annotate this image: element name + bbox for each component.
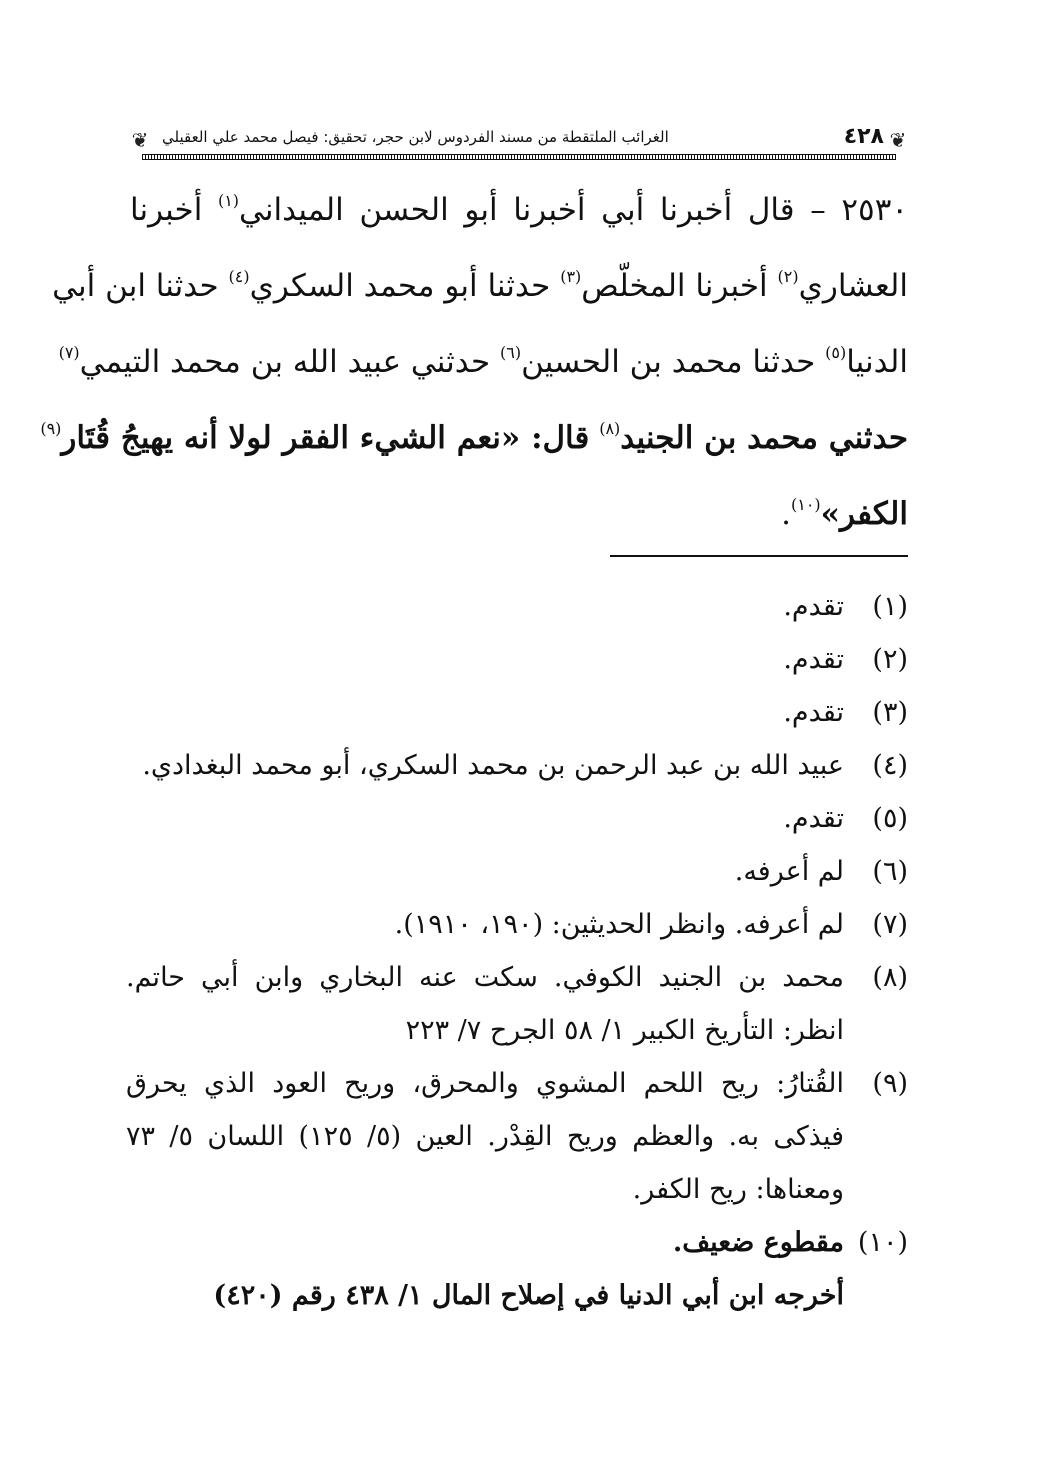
footnote-number: (١): [872, 591, 908, 622]
hadith-matn-end: الكفر»: [820, 496, 908, 532]
footnote-text: لم أعرفه.: [734, 856, 844, 887]
text-segment: العشاري: [798, 268, 908, 304]
text-segment: حدثنا أبو محمد السكري: [249, 268, 551, 304]
footnote-number: (٢): [872, 644, 908, 675]
footnote-text: تقدم.: [783, 697, 844, 728]
text-segment: أخبرنا: [130, 192, 203, 228]
text-segment: حدثني محمد بن الجنيد: [620, 420, 908, 456]
footnote-ref-8[interactable]: (٨): [599, 419, 621, 438]
footnotes: [126, 580, 908, 1322]
ornament-right-icon: ❦: [889, 128, 907, 152]
page-number: ٤٢٨: [843, 124, 884, 149]
text-segment: قال أخبرنا أبي أخبرنا أبو الحسن الميداني: [239, 192, 795, 228]
hadith-line-4: [40, 400, 908, 476]
text-segment: الدنيا: [846, 344, 908, 380]
hadith-line-3: [58, 324, 908, 400]
text-segment: أخبرنا المخلّص: [581, 268, 768, 304]
running-title: الغرائب الملتقطة من مسند الفردوس لابن حجر، تحقيق: فيصل محمد علي العقيلي: [162, 128, 669, 146]
footnote-number: (٨): [872, 962, 908, 993]
footnote-7: [126, 898, 908, 951]
hadith-line-1: [130, 172, 908, 248]
footnote-text: محمد بن الجنيد الكوفي. سكت عنه البخاري وابن أبي حاتم. انظر: التأريخ الكبير ١/ ٥٨ الجرح ٧/ ٢٢٣: [126, 962, 844, 1046]
text-segment: .: [781, 496, 791, 532]
footnote-ref-3[interactable]: (٣): [560, 267, 582, 286]
header-rule: [142, 154, 896, 160]
dash: –: [810, 192, 826, 228]
footnote-ref-6[interactable]: (٦): [500, 343, 522, 362]
page-header: [128, 122, 910, 158]
footnote-text: مقطوع ضعيف.: [672, 1227, 844, 1258]
footnote-1: [126, 580, 908, 633]
footnote-5: [126, 792, 908, 845]
footnote-2: [126, 633, 908, 686]
footnote-3: [126, 686, 908, 739]
footnote-text: تقدم.: [783, 591, 844, 622]
ornament-left-icon: ❦: [131, 128, 149, 152]
text-segment: حدثني عبيد الله بن محمد التيمي: [79, 344, 491, 380]
footnote-number: (٧): [872, 909, 908, 940]
footnote-ref-1[interactable]: (١): [217, 191, 240, 210]
footnote-6: [126, 845, 908, 898]
hadith-matn: قال: «نعم الشيء الفقر لولا أنه يهيجُ قُتَار: [61, 420, 590, 456]
footnote-text: تقدم.: [783, 803, 844, 834]
hadith-line-5: [130, 476, 908, 552]
footnote-4: [126, 739, 908, 792]
footnote-number: (١٠): [857, 1227, 908, 1258]
hadith-number: ٢٥٣٠: [841, 192, 908, 228]
footnote-10: [126, 1216, 908, 1322]
footnote-9: [126, 1057, 908, 1216]
footnote-ref-9[interactable]: (٩): [40, 419, 62, 438]
footnote-ref-10[interactable]: (١٠): [790, 495, 821, 514]
footnote-number: (٩): [872, 1068, 908, 1099]
footnote-number: (٦): [872, 856, 908, 887]
footnote-ref-2[interactable]: (٢): [777, 267, 799, 286]
footnote-text: لم أعرفه. وانظر الحديثين: (١٩٠، ١٩١٠).: [394, 909, 844, 940]
footnote-number: (٥): [872, 803, 908, 834]
hadith-text: [40, 172, 908, 552]
footnote-ref-5[interactable]: (٥): [825, 343, 847, 362]
text-segment: حدثنا محمد بن الحسين: [521, 344, 816, 380]
footnote-ref-7[interactable]: (٧): [58, 343, 80, 362]
footnote-number: (٣): [872, 697, 908, 728]
hadith-line-2: [52, 248, 908, 324]
text-segment: حدثنا ابن أبي: [52, 268, 219, 304]
footnote-text: القُتارُ: ريح اللحم المشوي والمحرق، وريح العود الذي يحرق فيذكى به. والعظم وريح القِدْر. العين (٥/ ١٢٥) اللسان ٥/ ٧٣ ومعناها: ريح الكفر.: [126, 1068, 844, 1205]
footnote-ref-4[interactable]: (٤): [228, 267, 250, 286]
footnote-8: [126, 951, 908, 1057]
footnote-10-takhrij: أخرجه ابن أبي الدنيا في إصلاح المال ١/ ٤٣٨ رقم (٤٢٠): [213, 1280, 844, 1311]
footnote-text: عبيد الله بن عبد الرحمن بن محمد السكري، أبو محمد البغدادي.: [142, 750, 844, 781]
footnote-text: تقدم.: [783, 644, 844, 675]
footnote-separator: [610, 555, 908, 557]
footnote-number: (٤): [872, 750, 908, 781]
